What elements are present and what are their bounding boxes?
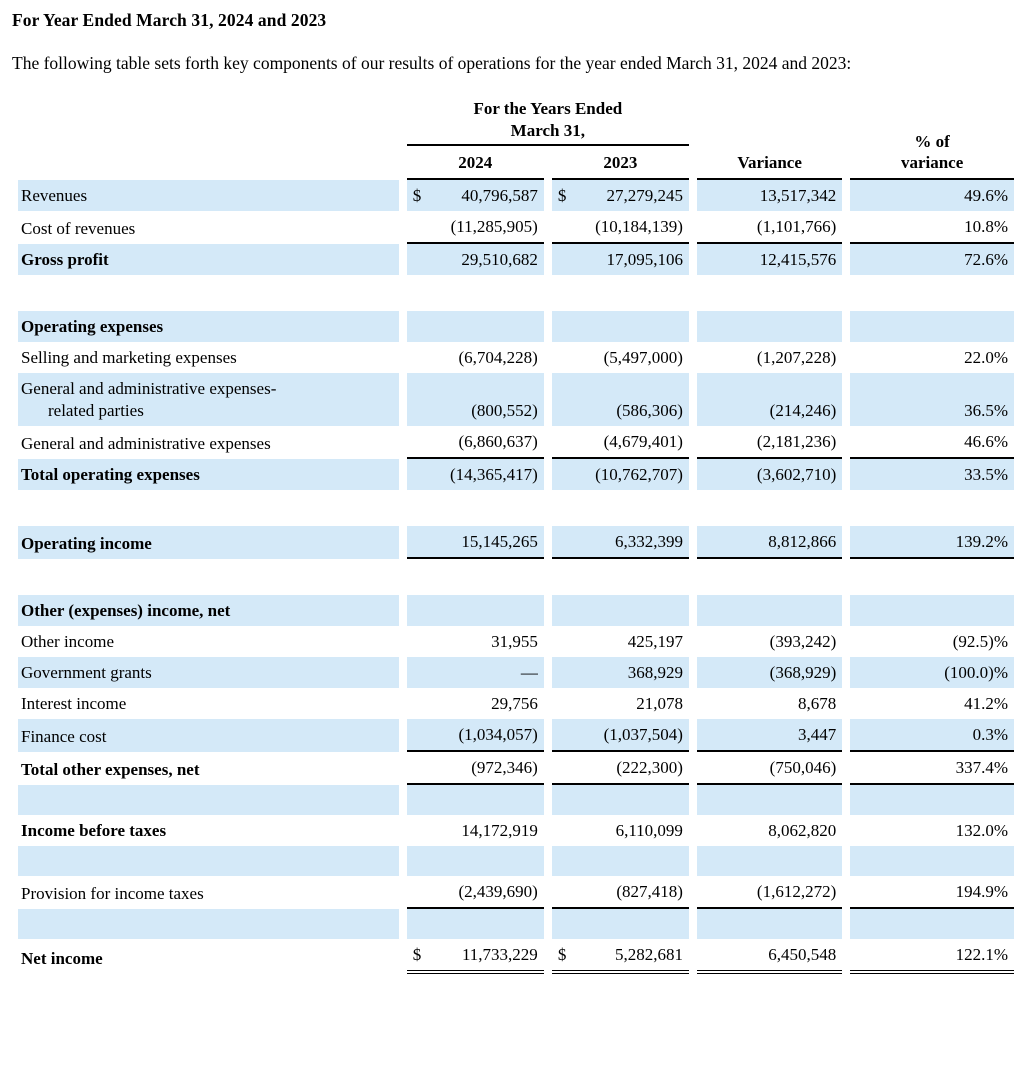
cell-value: (10,184,139) bbox=[595, 216, 683, 236]
cell-value: 21,078 bbox=[636, 693, 683, 713]
spacer-cell bbox=[697, 559, 842, 595]
cell-content bbox=[413, 881, 538, 903]
table-row bbox=[18, 939, 1014, 974]
cell-pct-variance bbox=[850, 752, 1014, 785]
spacer-row bbox=[18, 490, 1014, 526]
cell-value: 122.1% bbox=[955, 944, 1008, 964]
cell-variance bbox=[697, 211, 842, 244]
table-row bbox=[18, 815, 1014, 846]
cell-value: 139.2% bbox=[955, 531, 1008, 551]
spacer-cell bbox=[552, 559, 689, 595]
header-2023-cell bbox=[552, 146, 689, 179]
cell-2023 bbox=[552, 311, 689, 342]
cell-content bbox=[856, 693, 1008, 715]
cell-2024 bbox=[407, 876, 544, 909]
cell-content bbox=[703, 347, 836, 369]
years-ended-line2: March 31, bbox=[510, 121, 585, 141]
spacer-cell bbox=[18, 559, 399, 595]
cell-value: 41.2% bbox=[964, 693, 1008, 713]
spacer-cell bbox=[407, 909, 544, 939]
cell-content bbox=[856, 249, 1008, 271]
cell-pct-variance bbox=[850, 595, 1014, 626]
spacer-row bbox=[18, 275, 1014, 311]
spacer-cell bbox=[850, 909, 1014, 939]
cell-content bbox=[558, 693, 683, 715]
cell-content bbox=[856, 531, 1008, 553]
cell-value: 0.3% bbox=[972, 724, 1008, 744]
cell-content bbox=[703, 531, 836, 553]
cell-variance bbox=[697, 459, 842, 490]
cell-value: 36.5% bbox=[964, 400, 1008, 420]
spacer-cell bbox=[552, 785, 689, 815]
cell-value: (1,612,272) bbox=[756, 881, 837, 901]
table-row bbox=[18, 657, 1014, 688]
cell-value: 22.0% bbox=[964, 347, 1008, 367]
row-label: Gross profit bbox=[18, 244, 399, 275]
cell-variance bbox=[697, 939, 842, 974]
cell-2024 bbox=[407, 657, 544, 688]
spacer-cell bbox=[552, 490, 689, 526]
cell-content bbox=[558, 724, 683, 746]
cell-value: (11,285,905) bbox=[450, 216, 538, 236]
cell-pct-variance bbox=[850, 688, 1014, 719]
years-ended-group bbox=[407, 92, 689, 146]
cell-content bbox=[856, 757, 1008, 779]
cell-variance bbox=[697, 180, 842, 211]
cell-value: (2,439,690) bbox=[458, 881, 538, 901]
spacer-cell bbox=[407, 559, 544, 595]
cell-content bbox=[558, 631, 683, 653]
cell-content bbox=[558, 249, 683, 271]
table-row bbox=[18, 180, 1014, 211]
cell-value: (6,704,228) bbox=[458, 347, 538, 367]
table-row bbox=[18, 426, 1014, 459]
cell-2023 bbox=[552, 426, 689, 459]
cell-value: 8,678 bbox=[798, 693, 837, 713]
cell-content bbox=[703, 249, 836, 271]
cell-content bbox=[703, 185, 836, 207]
cell-value: 72.6% bbox=[964, 249, 1008, 269]
cell-content bbox=[856, 820, 1008, 842]
cell-2023 bbox=[552, 815, 689, 846]
spacer-cell bbox=[18, 275, 399, 311]
table-row bbox=[18, 752, 1014, 785]
cell-content bbox=[413, 631, 538, 653]
cell-value: (1,101,766) bbox=[756, 216, 837, 236]
header-variance-cell bbox=[697, 92, 842, 179]
cell-content bbox=[703, 631, 836, 653]
cell-variance bbox=[697, 626, 842, 657]
spacer-cell bbox=[18, 490, 399, 526]
spacer-row bbox=[18, 785, 1014, 815]
cell-2023 bbox=[552, 342, 689, 373]
cell-variance bbox=[697, 876, 842, 909]
row-label: Finance cost bbox=[18, 719, 399, 752]
table-row bbox=[18, 688, 1014, 719]
spacer-cell bbox=[18, 785, 399, 815]
cell-content bbox=[413, 944, 538, 966]
cell-content bbox=[413, 400, 538, 422]
cell-2024 bbox=[407, 626, 544, 657]
cell-content bbox=[703, 724, 836, 746]
header-years-ended-cell bbox=[407, 92, 689, 146]
pct-variance-line: variance bbox=[900, 153, 964, 173]
cell-2024 bbox=[407, 719, 544, 752]
cell-content bbox=[413, 431, 538, 453]
page-title: For Year Ended March 31, 2024 and 2023 bbox=[12, 10, 327, 30]
cell-content bbox=[558, 464, 683, 486]
spacer-cell bbox=[850, 490, 1014, 526]
spacer-cell bbox=[850, 559, 1014, 595]
cell-variance bbox=[697, 595, 842, 626]
cell-content bbox=[558, 757, 683, 779]
cell-2024 bbox=[407, 373, 544, 426]
cell-value: 29,756 bbox=[491, 693, 538, 713]
cell-value: (92.5)% bbox=[952, 631, 1008, 651]
cell-content bbox=[856, 185, 1008, 207]
cell-variance bbox=[697, 657, 842, 688]
cell-2023 bbox=[552, 211, 689, 244]
pct-variance-header-label bbox=[850, 125, 1014, 180]
cell-value: 15,145,265 bbox=[461, 531, 538, 551]
spacer-cell bbox=[697, 846, 842, 876]
cell-value: 368,929 bbox=[627, 662, 683, 682]
cell-value: 6,450,548 bbox=[768, 944, 837, 964]
cell-value: (2,181,236) bbox=[756, 431, 837, 451]
cell-2024 bbox=[407, 244, 544, 275]
cell-content bbox=[703, 693, 836, 715]
cell-value: 46.6% bbox=[964, 431, 1008, 451]
cell-content bbox=[413, 724, 538, 746]
cell-content bbox=[558, 185, 683, 207]
row-label: Cost of revenues bbox=[21, 218, 136, 238]
years-ended-line1: For the Years Ended bbox=[473, 99, 623, 119]
table-row bbox=[18, 719, 1014, 752]
spacer-cell bbox=[697, 490, 842, 526]
cell-content bbox=[558, 662, 683, 684]
cell-content bbox=[856, 216, 1008, 238]
cell-content bbox=[703, 944, 836, 966]
spacer-cell bbox=[552, 846, 689, 876]
cell-2024 bbox=[407, 342, 544, 373]
cell-pct-variance bbox=[850, 876, 1014, 909]
cell-content bbox=[856, 464, 1008, 486]
cell-2024 bbox=[407, 526, 544, 559]
spacer-cell bbox=[552, 275, 689, 311]
cell-2023 bbox=[552, 459, 689, 490]
cell-content bbox=[703, 464, 836, 486]
table-row bbox=[18, 595, 1014, 626]
cell-value: (222,300) bbox=[616, 757, 683, 777]
table-row bbox=[18, 211, 1014, 244]
table-row bbox=[18, 626, 1014, 657]
row-label: General and administrative expenses bbox=[21, 433, 271, 453]
cell-value: (5,497,000) bbox=[603, 347, 683, 367]
cell-value: (14,365,417) bbox=[449, 464, 538, 484]
cell-2023 bbox=[552, 657, 689, 688]
cell-content bbox=[856, 347, 1008, 369]
table-row bbox=[18, 459, 1014, 490]
row-label: Net income bbox=[21, 948, 103, 968]
spacer-row bbox=[18, 559, 1014, 595]
cell-value: 337.4% bbox=[955, 757, 1008, 777]
cell-content bbox=[856, 631, 1008, 653]
cell-content bbox=[703, 662, 836, 684]
header-empty-cell bbox=[18, 92, 399, 179]
cell-value: 8,062,820 bbox=[768, 820, 837, 840]
cell-content bbox=[413, 185, 538, 207]
header-2024-cell bbox=[407, 146, 544, 179]
cell-content bbox=[558, 400, 683, 422]
spacer-cell bbox=[850, 846, 1014, 876]
cell-value: 33.5% bbox=[964, 464, 1008, 484]
cell-2024 bbox=[407, 595, 544, 626]
cell-value: — bbox=[520, 662, 538, 682]
cell-2024 bbox=[407, 459, 544, 490]
cell-value: (1,037,504) bbox=[603, 724, 683, 744]
cell-content bbox=[703, 820, 836, 842]
cell-content bbox=[703, 757, 836, 779]
cell-2023 bbox=[552, 180, 689, 211]
cell-pct-variance bbox=[850, 211, 1014, 244]
cell-value: (6,860,637) bbox=[458, 431, 538, 451]
table-row bbox=[18, 373, 1014, 426]
cell-content bbox=[558, 881, 683, 903]
row-label: Income before taxes bbox=[21, 820, 167, 840]
intro-paragraph: The following table sets forth key components of our results of operations for the year ended March 31, 2024 and 2023: bbox=[12, 53, 852, 73]
cell-pct-variance bbox=[850, 426, 1014, 459]
cell-2023 bbox=[552, 244, 689, 275]
cell-content bbox=[703, 431, 836, 453]
cell-value: 31,955 bbox=[491, 631, 538, 651]
dollar-sign: $ bbox=[412, 185, 422, 205]
cell-value: 49.6% bbox=[964, 185, 1008, 205]
cell-variance bbox=[697, 526, 842, 559]
cell-2023 bbox=[552, 688, 689, 719]
cell-value: 29,510,682 bbox=[461, 249, 538, 269]
cell-value: 17,095,106 bbox=[606, 249, 683, 269]
spacer-cell bbox=[697, 275, 842, 311]
cell-content bbox=[413, 249, 538, 271]
cell-value: (4,679,401) bbox=[603, 431, 683, 451]
table-body bbox=[18, 180, 1014, 974]
cell-value: (750,046) bbox=[769, 757, 837, 777]
row-label: Interest income bbox=[21, 693, 127, 713]
cell-variance bbox=[697, 815, 842, 846]
cell-pct-variance bbox=[850, 526, 1014, 559]
col-header-2023: 2023 bbox=[552, 146, 689, 179]
header-row-top bbox=[18, 92, 1014, 146]
cell-variance bbox=[697, 719, 842, 752]
cell-content bbox=[703, 400, 836, 422]
cell-content bbox=[558, 944, 683, 966]
cell-content bbox=[856, 662, 1008, 684]
spacer-cell bbox=[18, 909, 399, 939]
cell-2023 bbox=[552, 752, 689, 785]
cell-value: (368,929) bbox=[769, 662, 837, 682]
cell-2023 bbox=[552, 626, 689, 657]
cell-variance bbox=[697, 311, 842, 342]
spacer-row bbox=[18, 909, 1014, 939]
cell-content bbox=[413, 693, 538, 715]
cell-pct-variance bbox=[850, 459, 1014, 490]
cell-2024 bbox=[407, 211, 544, 244]
cell-value: (3,602,710) bbox=[756, 464, 837, 484]
row-label: Operating income bbox=[18, 526, 399, 559]
cell-content bbox=[413, 820, 538, 842]
cell-content bbox=[856, 400, 1008, 422]
cell-value: 6,332,399 bbox=[614, 531, 683, 551]
dollar-sign: $ bbox=[557, 944, 567, 964]
row-label: Other (expenses) income, net bbox=[18, 595, 399, 626]
cell-variance bbox=[697, 688, 842, 719]
dollar-sign: $ bbox=[557, 185, 567, 205]
row-label bbox=[18, 373, 399, 426]
dollar-sign: $ bbox=[412, 944, 422, 964]
cell-value: 40,796,587 bbox=[461, 185, 538, 205]
cell-2023 bbox=[552, 939, 689, 974]
cell-value: 11,733,229 bbox=[461, 944, 538, 964]
row-label: Provision for income taxes bbox=[21, 883, 204, 903]
cell-content bbox=[413, 531, 538, 553]
spacer-cell bbox=[697, 785, 842, 815]
cell-content bbox=[856, 881, 1008, 903]
table-row bbox=[18, 526, 1014, 559]
cell-pct-variance bbox=[850, 657, 1014, 688]
cell-2024 bbox=[407, 939, 544, 974]
table-row bbox=[18, 876, 1014, 909]
cell-content bbox=[856, 944, 1008, 966]
cell-variance bbox=[697, 752, 842, 785]
cell-value: 5,282,681 bbox=[614, 944, 683, 964]
table-row bbox=[18, 244, 1014, 275]
cell-value: 12,415,576 bbox=[759, 249, 837, 269]
cell-value: 3,447 bbox=[798, 724, 837, 744]
pct-of-line: % of bbox=[914, 132, 950, 152]
cell-value: 14,172,919 bbox=[461, 820, 538, 840]
spacer-cell bbox=[407, 275, 544, 311]
cell-content bbox=[413, 216, 538, 238]
cell-content bbox=[856, 431, 1008, 453]
cell-content bbox=[413, 662, 538, 684]
cell-2023 bbox=[552, 526, 689, 559]
spacer-cell bbox=[407, 490, 544, 526]
row-label: Total other expenses, net bbox=[21, 759, 200, 779]
spacer-cell bbox=[697, 909, 842, 939]
cell-pct-variance bbox=[850, 244, 1014, 275]
cell-variance bbox=[697, 373, 842, 426]
cell-value: 425,197 bbox=[627, 631, 683, 651]
spacer-cell bbox=[18, 846, 399, 876]
cell-value: (10,762,707) bbox=[595, 464, 683, 484]
cell-2023 bbox=[552, 876, 689, 909]
cell-pct-variance bbox=[850, 626, 1014, 657]
cell-pct-variance bbox=[850, 373, 1014, 426]
cell-pct-variance bbox=[850, 939, 1014, 974]
cell-content bbox=[558, 820, 683, 842]
table-row bbox=[18, 311, 1014, 342]
cell-content bbox=[856, 724, 1008, 746]
cell-pct-variance bbox=[850, 815, 1014, 846]
cell-value: 132.0% bbox=[955, 820, 1008, 840]
cell-value: (800,552) bbox=[471, 400, 538, 420]
col-header-2024: 2024 bbox=[407, 146, 544, 179]
cell-content bbox=[413, 464, 538, 486]
cell-value: (1,207,228) bbox=[756, 347, 837, 367]
cell-2024 bbox=[407, 815, 544, 846]
cell-value: (972,346) bbox=[471, 757, 538, 777]
cell-pct-variance bbox=[850, 342, 1014, 373]
spacer-cell bbox=[407, 785, 544, 815]
cell-content bbox=[413, 757, 538, 779]
cell-content bbox=[558, 431, 683, 453]
header-pct-variance-cell bbox=[850, 92, 1014, 179]
cell-value: (586,306) bbox=[616, 400, 683, 420]
cell-2024 bbox=[407, 426, 544, 459]
cell-value: (393,242) bbox=[769, 631, 837, 651]
row-label-line2: related parties bbox=[48, 400, 144, 420]
cell-content bbox=[703, 216, 836, 238]
cell-value: 8,812,866 bbox=[768, 531, 837, 551]
cell-2023 bbox=[552, 595, 689, 626]
cell-content bbox=[413, 347, 538, 369]
table-row bbox=[18, 342, 1014, 373]
cell-value: 10.8% bbox=[964, 216, 1008, 236]
cell-variance bbox=[697, 342, 842, 373]
variance-header-label: Variance bbox=[697, 146, 842, 179]
row-label: Total operating expenses bbox=[18, 459, 399, 490]
row-label: Government grants bbox=[18, 657, 399, 688]
spacer-cell bbox=[850, 275, 1014, 311]
cell-content bbox=[558, 347, 683, 369]
cell-2024 bbox=[407, 311, 544, 342]
cell-2024 bbox=[407, 180, 544, 211]
row-label-line1: General and administrative expenses- bbox=[21, 378, 277, 398]
cell-2024 bbox=[407, 688, 544, 719]
cell-value: 27,279,245 bbox=[606, 185, 683, 205]
cell-pct-variance bbox=[850, 180, 1014, 211]
table-header bbox=[18, 92, 1014, 179]
cell-pct-variance bbox=[850, 719, 1014, 752]
cell-content bbox=[558, 216, 683, 238]
row-label: Revenues bbox=[18, 180, 399, 211]
cell-2023 bbox=[552, 719, 689, 752]
cell-value: (100.0)% bbox=[944, 662, 1008, 682]
spacer-cell bbox=[552, 909, 689, 939]
row-label: Operating expenses bbox=[18, 311, 399, 342]
cell-2023 bbox=[552, 373, 689, 426]
cell-content bbox=[703, 881, 836, 903]
row-label: Selling and marketing expenses bbox=[21, 347, 237, 367]
cell-value: (827,418) bbox=[616, 881, 683, 901]
results-of-operations-table bbox=[10, 92, 1022, 973]
cell-value: (214,246) bbox=[769, 400, 837, 420]
row-label: Other income bbox=[21, 631, 114, 651]
spacer-cell bbox=[407, 846, 544, 876]
cell-content bbox=[558, 531, 683, 553]
spacer-row bbox=[18, 846, 1014, 876]
cell-value: (1,034,057) bbox=[458, 724, 538, 744]
cell-variance bbox=[697, 244, 842, 275]
spacer-cell bbox=[850, 785, 1014, 815]
cell-2024 bbox=[407, 752, 544, 785]
cell-pct-variance bbox=[850, 311, 1014, 342]
cell-value: 13,517,342 bbox=[759, 185, 837, 205]
cell-value: 6,110,099 bbox=[615, 820, 683, 840]
cell-variance bbox=[697, 426, 842, 459]
cell-value: 194.9% bbox=[955, 881, 1008, 901]
